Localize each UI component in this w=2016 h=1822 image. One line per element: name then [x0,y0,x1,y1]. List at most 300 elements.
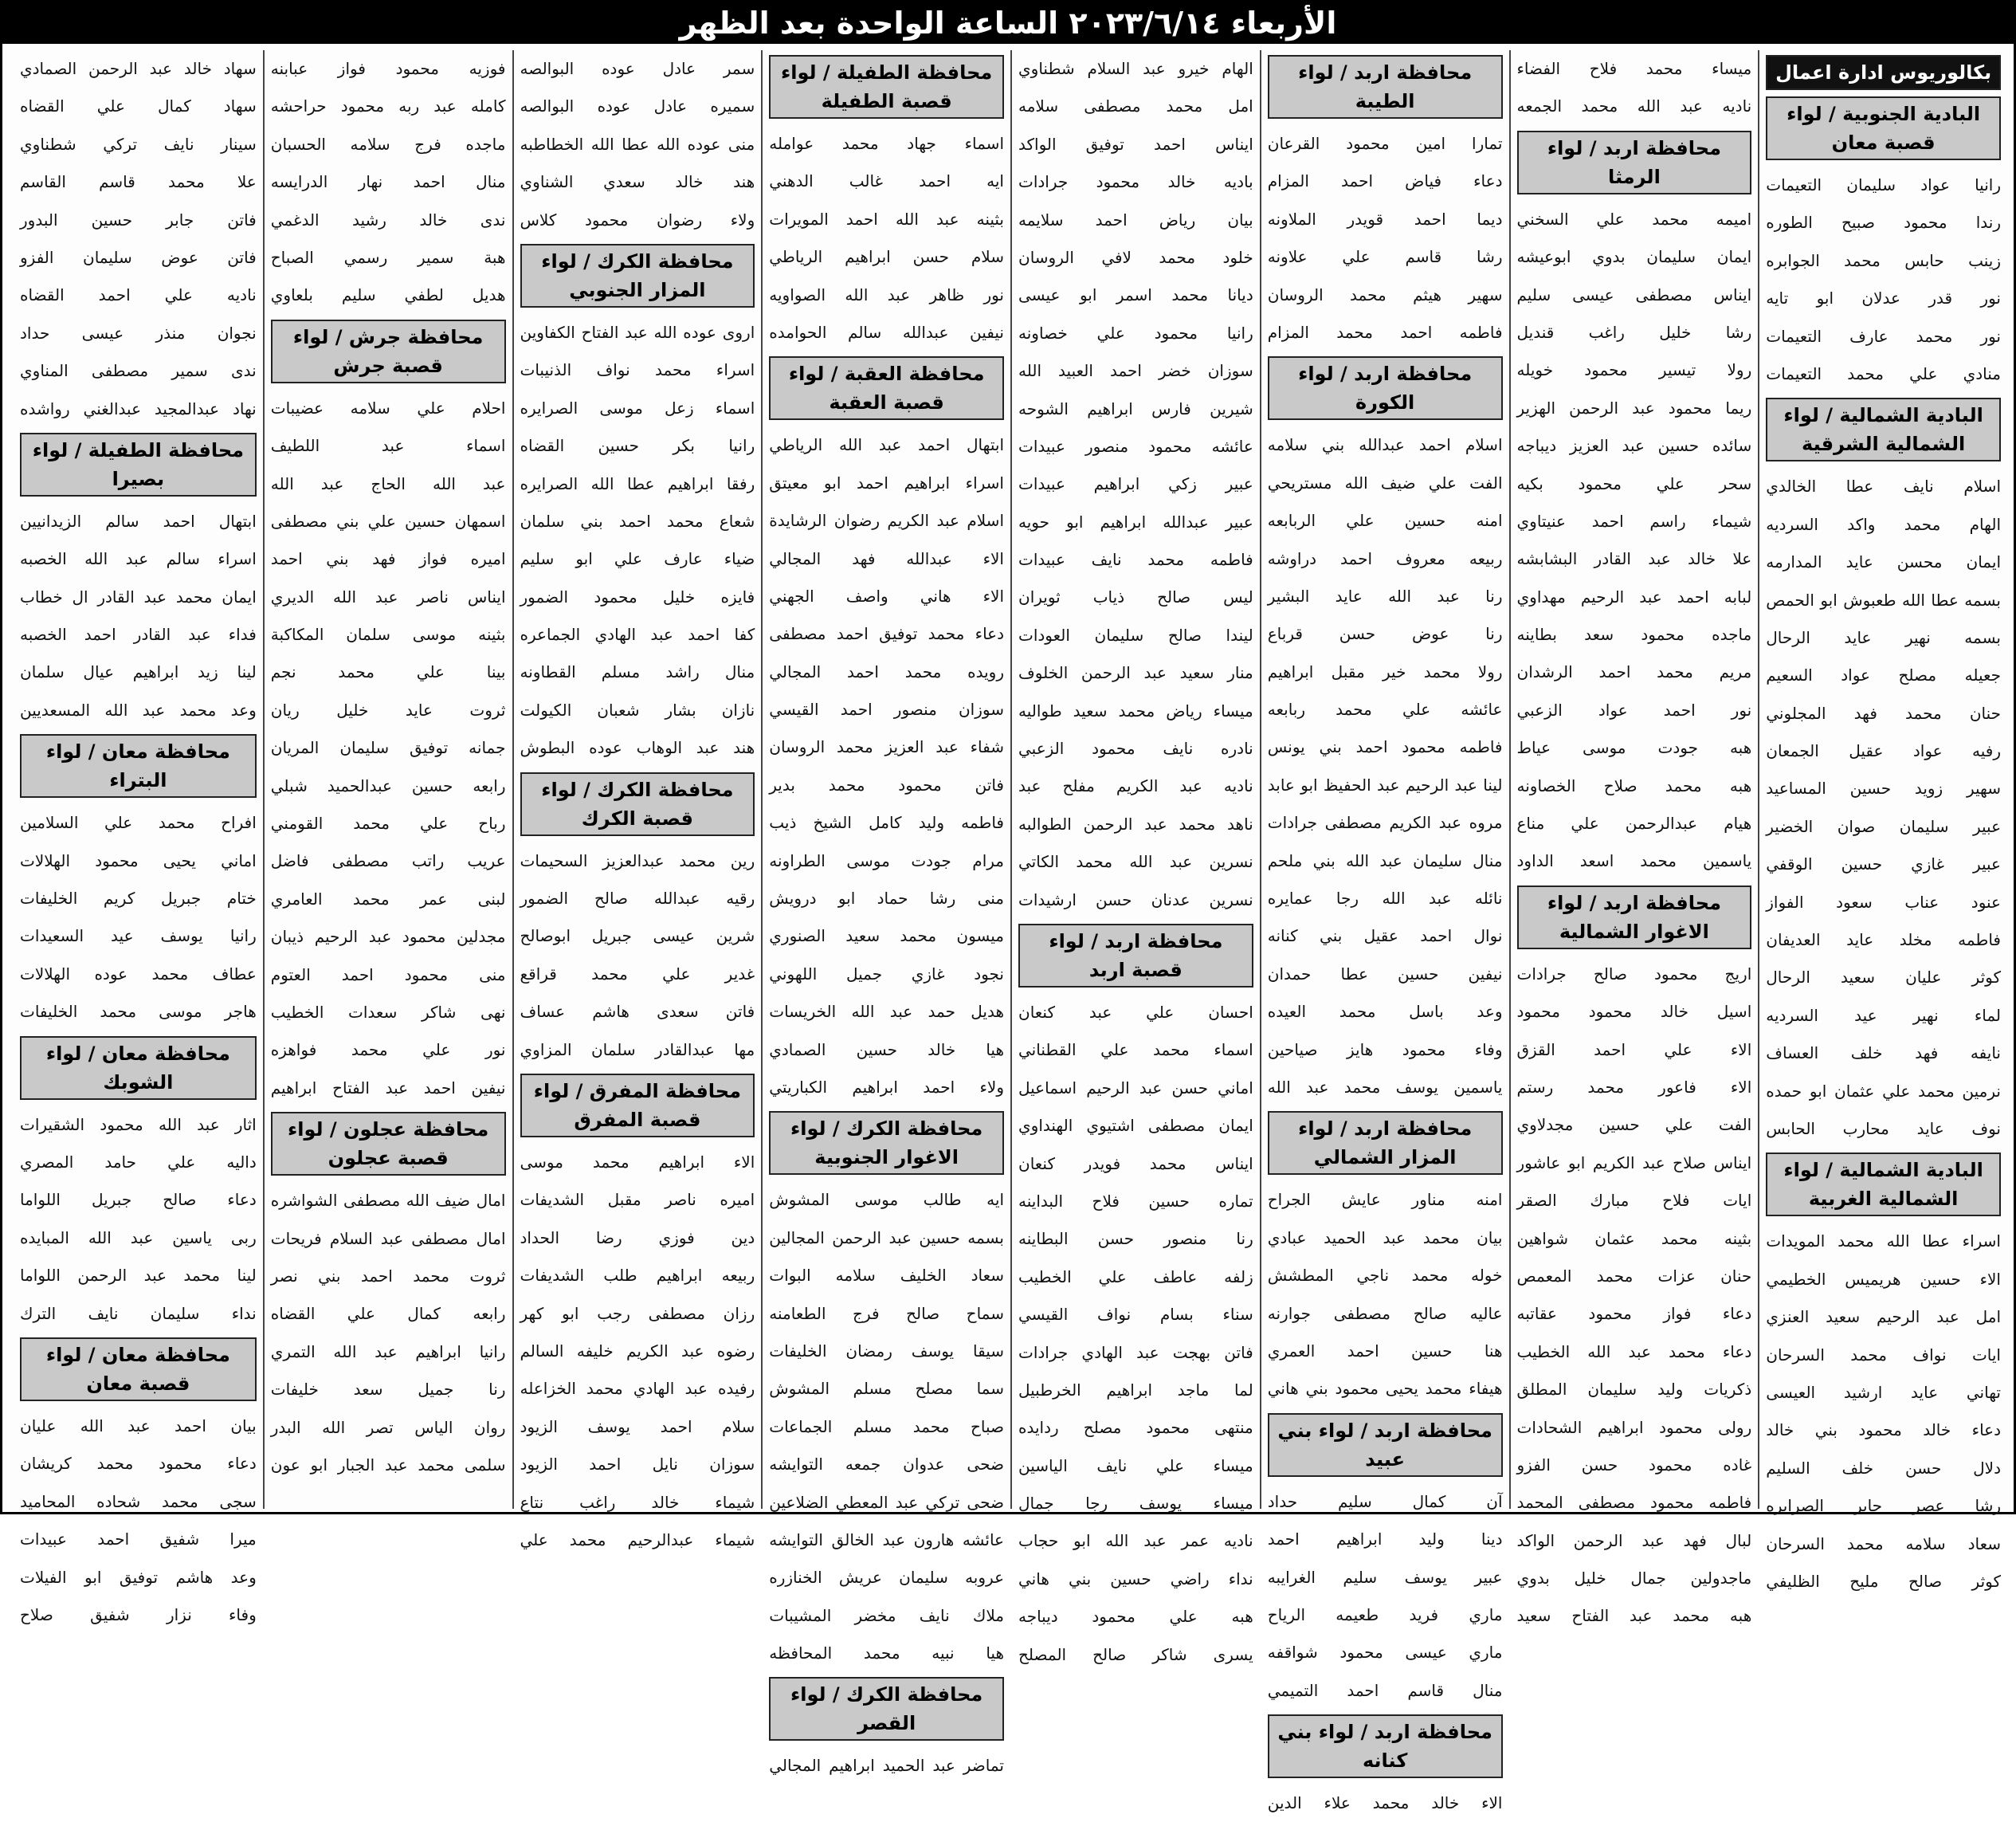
section-header: محافظة الطفيلة / لواء بصيرا [20,433,257,497]
name-entry: رابعه كمال علي القضاه [270,1304,506,1324]
name-entry: ياسمين محمد اسعد الداود [1516,851,1752,871]
name-entry: بسمه عطا الله طعبوش ابو الحمص [1766,590,2001,610]
name-entry: دينا وليد ابراهيم احمد [1267,1529,1503,1549]
name-entry: سهير زويد حسين المساعيد [1766,779,2001,799]
name-entry: فاتن عوض سليمان الفزو [20,247,257,267]
name-entry: ايمان محمد عبد القادر ال خطاب [20,587,257,607]
name-entry: هيام عبدالرحمن علي مناع [1516,814,1752,834]
name-entry: سميره عادل عوده البوالصه [520,96,755,116]
name-entry: ضياء عارف علي ابو سليم [520,549,755,569]
name-entry: جمانه توفيق سليمان المريان [270,738,506,758]
name-entry: نداء سليمان نايف الترك [20,1303,257,1323]
name-entry: نيفين احمد عبد الفتاح ابراهيم [270,1078,506,1098]
name-entry: دعاء محمد توفيق احمد مصطفى [769,624,1004,644]
name-entry: لما ماجد ابراهيم الخرطبيل [1018,1380,1253,1400]
name-entry: الاء ابراهيم محمد موسى [520,1152,755,1172]
name-entry: رولى محمود ابراهيم الشحادات [1516,1417,1752,1437]
name-entry: اماني حسن عبد الرحيم اسماعيل [1018,1078,1253,1098]
column-3 [1260,50,1509,1813]
name-entry: فاطمه محمود احمد بني يونس [1267,737,1503,757]
name-entry: مروه عبد الكريم مصطفى جرادات [1267,813,1503,833]
name-entry: ناهد محمد عبد الرحمن الطوالبه [1018,814,1253,834]
name-entry: ناديه عبد الكريم مفلح عبد [1018,776,1253,796]
section-header: البادية الجنوبية / لواء قصبة معان [1766,96,2001,160]
name-entry: سهاد خالد عبد الرحمن الصمادي [20,59,257,78]
name-entry: غدير علي محمد قراقع [520,964,755,984]
name-entry: منال قاسم احمد التميمي [1267,1680,1503,1700]
name-entry: اثار عبد الله محمود الشقيرات [20,1114,257,1134]
name-entry: دعاء فواز محمود عقاتبه [1516,1304,1752,1324]
name-entry: امنه مناور عايش الجراح [1267,1190,1503,1210]
name-entry: ايه طالب موسى المشوش [769,1190,1004,1210]
name-entry: وفاء نزار شفيق صلاح [20,1604,257,1624]
name-entry: اسلام عبد الكريم رضوان الرشايدة [769,511,1004,531]
name-entry: الاء عبدالله فهد المجالي [769,548,1004,568]
section-header: محافظة اربد / لواء المزار الشمالي [1268,1111,1503,1175]
name-entry: رولا محمد خير مقبل ابراهيم [1267,662,1503,681]
name-entry: تماضر عبد الحميد ابراهيم المجالي [769,1756,1004,1776]
section-header: محافظة معان / لواء قصبة معان [20,1337,257,1401]
column-6 [512,50,762,1549]
name-entry: امال مصطفى عبد السلام فريحات [270,1228,506,1248]
name-entry: ربيعه معروف احمد دراوشه [1267,548,1503,568]
name-entry: ذكريات وليد سليمان المطلق [1516,1380,1752,1400]
name-entry: نازان بشار شعبان الكيولت [520,700,755,720]
name-entry: بثينه عبد الله احمد المويرات [769,209,1004,229]
name-entry: شعاع محمد احمد بني سلمان [520,511,755,531]
name-entry: فوزيه محمود فواز عبابنه [270,59,506,78]
section-header: محافظة اربد / لواء الطيبة [1268,55,1503,119]
name-entry: هاجر موسى محمد الخليفات [20,1002,257,1022]
name-entry: سيقا يوسف رمضان الخليفات [769,1341,1004,1361]
name-entry: سماح صالح فرج الطعامنه [769,1303,1004,1323]
name-entry: دعاء صالح جبريل اللواما [20,1190,257,1210]
name-entry: سحر علي محمود بكيه [1516,473,1752,493]
name-entry: رانيا محمود علي خصاونه [1018,323,1253,343]
name-entry: رويده محمد احمد المجالي [769,662,1004,681]
name-entry: حنان عزات محمد المعمص [1516,1266,1752,1286]
name-entry: سجى محمد شحاده المحاميد [20,1491,257,1511]
name-entry: نهاد عبدالمجيد عبدالغني رواشده [20,399,257,418]
name-entry: ديانا محمد اسمر ابو عيسى [1018,285,1253,305]
name-entry: سما مصلح مسلم المشوش [769,1379,1004,1399]
name-entry: عطاف محمد عوده الهلالات [20,964,257,984]
section-header: محافظة جرش / لواء قصبة جرش [271,320,506,383]
name-entry: الهام خيرو عبد السلام شطناوي [1018,59,1253,78]
name-entry: هنا حسين احمد العمري [1267,1341,1503,1361]
name-entry: اسلام احمد عبدالله بني سلامه [1267,435,1503,455]
name-entry: رشا عصر جابر الصرايره [1766,1496,2001,1516]
name-entry: كفا احمد عبد الهادي الجماعره [520,625,755,645]
name-entry: بيان محمد عبد الحميد عبادي [1267,1227,1503,1247]
name-entry: سوزان خضر احمد العبيد الله [1018,361,1253,381]
name-entry: اميمه محمد علي السخني [1516,209,1752,229]
name-entry: رابعه حسين عبدالحميد شبلي [270,776,506,795]
name-entry: هند عبد الوهاب عوده البطوش [520,738,755,758]
name-entry: سائده حسين عبد العزيز ديباجه [1516,436,1752,456]
name-entry: سلام احمد يوسف الزيود [520,1416,755,1436]
name-entry: بسمه نهير عايد الرحال [1766,627,2001,647]
name-entry: عريب راتب مصطفى فاضل [270,851,506,871]
name-entry: اسماء عبد اللطيف [270,436,506,456]
name-entry: لماء نهير عيد السرديه [1766,1005,2001,1025]
name-entry: رنا منصور حسن البطاينه [1018,1229,1253,1249]
name-entry: سعاد سلامه محمد السرحان [1766,1533,2001,1553]
name-entry: رنا جميل سعد خليفات [270,1380,506,1400]
name-entry: تهاني عايد ارشيد العيسى [1766,1382,2001,1402]
section-header: البادية الشمالية / لواء الشمالية الشرقية [1766,398,2001,461]
name-entry: لبنى عمر محمد العامري [270,889,506,909]
section-header: محافظة المفرق / لواء قصبة المفرق [520,1074,755,1137]
name-entry: ايناس محمد فويدر كنعان [1018,1153,1253,1173]
name-entry: فداء عبد القادر احمد الخصبه [20,625,257,645]
name-entry: ابتهال احمد عبد الله الرياطي [769,435,1004,455]
name-entry: فايزه خليل محمود الضمور [520,587,755,607]
name-entry: نور محمد عارف التعيمات [1766,326,2001,346]
name-entry: رندا محمود صبيح الطوره [1766,213,2001,233]
name-entry: نهى شاكر سعدات الخطيب [270,1002,506,1022]
name-entry: رفيده عبد الهادي محمد الخزاعله [520,1379,755,1399]
name-entry: رشا قاسم علي علاونه [1267,247,1503,267]
column-5 [761,50,1010,1776]
name-entry: شيماء عبدالرحيم محمد علي [520,1529,755,1549]
name-entry: بسمه حسين عبد الرحمن المجالين [769,1227,1004,1247]
column-7 [263,50,512,1509]
name-entry: دعاء محمود محمد كريشان [20,1454,257,1474]
name-entry: بينا علي محمد نجم [270,662,506,682]
section-header: محافظة اربد / لواء قصبة اربد [1018,924,1253,988]
name-entry: الاء علي احمد القزق [1516,1039,1752,1059]
name-entry: اسمهان حسين علي بني مصطفى [270,511,506,531]
name-entry: ماجده فرج سلامه الحسبان [270,134,506,154]
name-entry: اسراء عطا الله محمد المويدات [1766,1231,2001,1251]
name-entry: ناديه عبد الله محمد الجمعه [1516,96,1752,116]
name-entry: ربيعه ابراهيم طلب الشديفات [520,1266,755,1286]
name-entry: هيفاء محمد يحيى محمود بني هاني [1267,1379,1503,1399]
name-entry: سناء بسام نواف القيسي [1018,1305,1253,1325]
section-header: محافظة العقبة / لواء قصبة العقبة [769,356,1004,420]
name-entry: نيفين حسين عطا حمدان [1267,964,1503,984]
name-entry: خلود محمد لافي الروسان [1018,247,1253,267]
name-entry: هبه جودت موسى عياط [1516,738,1752,758]
name-entry: لبابه احمد عبد الرحيم مهداوي [1516,587,1752,607]
name-entry: ثروت محمد احمد بني نصر [270,1266,506,1286]
name-entry: نادره نايف محمود الزعبي [1018,739,1253,759]
section-header: محافظة الكرك / لواء الاغوار الجنوبية [769,1111,1004,1175]
name-entry: اريج محمود صالح جرادات [1516,964,1752,984]
name-entry: لبال فهد عبد الرحمن الواكد [1516,1530,1752,1550]
name-entry: جعيله مصلح عواد السعيم [1766,666,2001,685]
name-entry: هند خالد سعدي الشناوي [520,172,755,192]
section-header: محافظة الكرك / لواء المزار الجنوبي [520,244,755,308]
name-entry: دعاء محمد عبد الله الخطيب [1516,1341,1752,1361]
name-entry: وعد باسل محمد العيده [1267,1002,1503,1022]
name-entry: نسرين عبد الله محمد الكاتي [1018,852,1253,872]
name-entry: نوال احمد عقيل بني كنانه [1267,926,1503,946]
name-entry: علا محمد قاسم القاسم [20,172,257,192]
name-entry: زينب حابس محمد الجوابره [1766,250,2001,270]
name-entry: نجود غازي جميل اللهوني [769,964,1004,984]
name-entry: نسرين عدنان حسن ارشيدات [1018,889,1253,909]
name-entry: آن كمال سليم حداد [1267,1491,1503,1511]
name-entry: اسراء ابراهيم احمد ابو معيتق [769,473,1004,493]
section-header: محافظة الطفيلة / لواء قصبة الطفيلة [769,55,1004,119]
section-header: البادية الشمالية / لواء الشمالية الغربية [1766,1152,2001,1216]
name-entry: منى رشا حماد ابو درويش [769,889,1004,909]
name-entry: ميساء علي نايف الياسين [1018,1455,1253,1475]
name-entry: عبير يوسف سليم الغرايبه [1267,1567,1503,1587]
name-entry: دعاء خالد محمود بني خالد [1766,1420,2001,1440]
name-entry: منار سعيد عبد الرحمن الخلوف [1018,663,1253,683]
name-entry: بيان رياض احمد سلايمه [1018,210,1253,230]
name-entry: ايناس ناصر عبد الله الديري [270,587,506,607]
name-entry: صباح محمد مسلم الجماعات [769,1416,1004,1436]
name-entry: اسلام نايف عطا الخالدي [1766,477,2001,497]
name-entry: لينا محمد عبد الرحمن اللواما [20,1266,257,1286]
name-entry: ماري فريد طعيمه الرياح [1267,1604,1503,1624]
name-entry: وعد هاشم توفيق ابو الفيلات [20,1567,257,1587]
name-entry: منال سليمان عبد الله بني ملحم [1267,850,1503,870]
name-entry: رشا خليل راغب قنديل [1516,322,1752,342]
name-entry: ياسمين يوسف محمد عبد الله [1267,1077,1503,1097]
name-entry: اسماء زعل موسى الصرايره [520,398,755,418]
name-entry: سلمى محمد عبد الجبار ابو عون [270,1455,506,1474]
name-entry: امنه حسين علي الربابعه [1267,511,1503,531]
name-entry: فاتن سعدى هاشم عساف [520,1002,755,1022]
section-header: بكالوريوس ادارة اعمال [1766,55,2001,90]
name-entry: عروبه سليمان عريش الخنازره [769,1568,1004,1588]
name-entry: رفقا ابراهيم عطا الله الصرايره [520,473,755,493]
name-entry: رفيه عواد عقيل الجمعان [1766,741,2001,761]
name-entry: عاليه صالح مصطفى جوارنه [1267,1303,1503,1323]
section-header: محافظة الكرك / لواء القصر [769,1677,1004,1741]
name-entry: هبه محمد عبد الفتاح سعيد [1516,1606,1752,1626]
name-entry: عبير عبدالله ابراهيم ابو حويه [1018,512,1253,532]
name-entry: هديل حمد عبد الله الخريسات [769,1002,1004,1022]
name-entry: رقيه عبدالله صالح الضمور [520,889,755,909]
name-entry: ميساء محمد فلاح الفضاء [1516,59,1752,78]
name-entry: سوزان منصور احمد القيسي [769,700,1004,720]
name-entry: سمر عادل عوده البوالصه [520,59,755,78]
name-entry: اميره ناصر مقبل الشديفات [520,1190,755,1210]
name-entry: ندى خالد رشيد الدغمي [270,210,506,230]
name-entry: منتهى محمود مصلح ردايده [1018,1418,1253,1438]
name-entry: الفت علي حسين مجدلاوي [1516,1115,1752,1135]
name-entry: فاتن محمود محمد بدير [769,775,1004,795]
name-entry: ريما محمود عبد الرحمن الهزير [1516,398,1752,418]
name-entry: بثينه موسى سلمان المكاكبة [270,625,506,645]
name-entry: خوله محمد ناجي المطشش [1267,1266,1503,1286]
name-entry: ايات نواف محمد السرحان [1766,1345,2001,1365]
name-entry: سهاد كمال علي القضاه [20,96,257,116]
name-entry: دعاء فياض احمد المزام [1267,171,1503,191]
name-entry: امال ضيف الله مصطفى الشواشره [270,1191,506,1211]
date-banner: الأربعاء ٢٠٢٣/٦/١٤ الساعة الواحدة بعد الظهر [2,2,2014,44]
name-entry: نور علي محمد فواهزه [270,1040,506,1060]
name-entry: الاء حسين هريميس الخطيمي [1766,1269,2001,1289]
name-entry: ليس صالح ذياب ثويران [1018,587,1253,607]
name-entry: فاطمه مخلد عايد العديفان [1766,930,2001,950]
name-entry: فاطمه احمد محمد المزام [1267,322,1503,342]
section-header: محافظة اربد / لواء الرمثا [1517,131,1752,194]
name-entry: سوزان نايل احمد الزيود [520,1455,755,1474]
name-entry: كامله عبد ربه محمود حراحشه [270,96,506,116]
name-entry: الهام محمد واكد السرديه [1766,514,2001,534]
name-entry: سينار نايف تركي شطناوي [20,134,257,154]
name-entry: افراح محمد علي السلامين [20,813,257,833]
name-entry: نايفه فهد خلف العساف [1766,1043,2001,1063]
name-entry: ليندا صالح سليمان العودات [1018,625,1253,645]
name-entry: الاء هاني واصف الجهني [769,586,1004,606]
name-entry: نداء راضي حسين بني هاني [1018,1569,1253,1588]
name-entry: امل عبد الرحيم سعيد العنزي [1766,1307,2001,1327]
name-entry: وعد محمد عبد الله المسعديين [20,700,257,720]
name-entry: ايناس مصطفى عيسى سليم [1516,285,1752,304]
name-entry: هيا خالد حسين الصمادي [769,1039,1004,1059]
section-header: محافظة الكرك / لواء قصبة الكرك [520,772,755,836]
name-entry: رزان مصطفى رجب ابو كهر [520,1303,755,1323]
name-entry: ايناس احمد توفيق الواكد [1018,134,1253,154]
name-entry: شيرين فارس ابراهيم الشوحه [1018,399,1253,418]
name-entry: رانيا بكر حسين القضاه [520,436,755,456]
name-entry: اميره فواز فهد بني احمد [270,549,506,569]
name-entry: سلام حسن ابراهيم الرياطي [769,247,1004,267]
section-header: محافظة اربد / لواء الاغوار الشمالية [1517,885,1752,949]
section-header: محافظة اربد / لواء بني عبيد [1268,1413,1503,1477]
name-entry: داليه علي حامد المصري [20,1152,257,1172]
name-entry: عبد الله الحاج عبد الله [270,473,506,493]
column-1 [1758,50,2007,1591]
name-entry: عبير زكي ابراهيم عبيدات [1018,474,1253,494]
name-entry: عائشه علي محمد ربابعه [1267,700,1503,720]
name-entry: احلام علي سلامه عضيبات [270,398,506,418]
name-entry: احسان علي عبد كنعان [1018,1002,1253,1022]
name-entry: شفاء عبد العزيز محمد الروسان [769,737,1004,757]
name-entry: عنود عناب سعود الفواز [1766,892,2001,912]
name-entry: اسماء محمد علي القطناني [1018,1040,1253,1060]
name-entry: نور قدر عدلان ابو تايه [1766,289,2001,308]
name-entry: رضوه عبد الكريم خليفه السالم [520,1341,755,1361]
name-entry: عائشه محمود منصور عبيدات [1018,436,1253,456]
section-header: محافظة عجلون / لواء قصبة عجلون [271,1112,506,1176]
name-entry: منى محمود احمد العتوم [270,964,506,984]
name-entry: كوثر صالح مليح الظليفي [1766,1571,2001,1591]
name-entry: يسرى شاكر صالح المصلح [1018,1644,1253,1664]
name-entry: ايمان مصطفى اشتيوي الهنداوي [1018,1116,1253,1136]
name-entry: باديه خالد محمود جرادات [1018,172,1253,192]
name-entry: هبه علي محمود ديباجه [1018,1607,1253,1627]
name-entry: روان الياس تصر الله البدر [270,1417,506,1437]
name-entry: شيماء خالد راغب نتاع [520,1492,755,1512]
name-entry: رانيا عواد سليمان التعيمات [1766,175,2001,194]
name-entry: ربى ياسين عبد الله المبايده [20,1227,257,1247]
name-entry: منادي علي محمد التعيمات [1766,363,2001,383]
name-entry: سعاد الخليف سلامه البوات [769,1266,1004,1286]
name-entry: اماني يحيى محمود الهلالات [20,850,257,870]
name-entry: الاء خالد محمد علاء الدين [1267,1793,1503,1813]
name-entry: لينا عبد الرحيم عبد الحفيظ ابو عابد [1267,775,1503,795]
name-entry: ندى سمير مصطفى المناوي [20,361,257,381]
name-entry: ثروت عايد خليل ريان [270,700,506,720]
name-entry: عبير غازي حسين الوقفي [1766,854,2001,874]
name-entry: مها عبدالقادر سلمان المزاوي [520,1039,755,1059]
name-entry: منال راشد مسلم القطاونه [520,662,755,682]
name-entry: رين محمد عبدالعزيز السحيمات [520,850,755,870]
name-entry: نور ظاهر عبد الله الصواويه [769,285,1004,304]
name-entry: نور احمد عواد الزعبي [1516,700,1752,720]
section-header: محافظة معان / لواء الشوبك [20,1036,257,1100]
name-entry: نرمين محمد علي عثمان ابو حمده [1766,1081,2001,1101]
name-entry: هبة سمير رسمي الصباح [270,247,506,267]
name-entry: امل محمد مصطفى سلامه [1018,96,1253,116]
name-entry: ولاء احمد ابراهيم الكباريتي [769,1077,1004,1097]
name-entry: الفت علي ضيف الله مستريحي [1267,473,1503,493]
name-entry: تمارا امين محمود القرعان [1267,134,1503,153]
section-header: محافظة معان / لواء البتراء [20,734,257,798]
section-header: محافظة اربد / لواء الكورة [1268,356,1503,420]
name-entry: ايمان سليمان بدوي ابوعيشه [1516,247,1752,267]
name-entry: ايمان محسن عايد المدارمه [1766,552,2001,572]
name-entry: شيماء راسم احمد عنيتاوي [1516,511,1752,531]
name-entry: ايات فلاح مبارك الصقر [1516,1191,1752,1211]
name-entry: ميرا شفيق احمد عبيدات [20,1529,257,1549]
name-entry: ديما احمد قويدر الملاونه [1267,209,1503,229]
name-entry: ناديه عمر عبد الله ابو حجاب [1018,1531,1253,1551]
name-entry: رنا عوض حسن قرباع [1267,624,1503,644]
name-entry: هبه محمد صلاح الخصاونه [1516,776,1752,795]
name-entry: فاطمه وليد كامل الشيخ ذيب [769,813,1004,833]
name-entry: ايناس صلاح عبد الكريم ابو عاشور [1516,1152,1752,1172]
name-entry: نجوان منذر عيسى حداد [20,323,257,343]
name-entry: ماجده محمود سعد بطاينه [1516,625,1752,645]
name-entry: رانيا يوسف عيد السعيدات [20,926,257,946]
column-8 [14,50,263,1624]
name-entry: بيان احمد عبد الله عليان [20,1416,257,1435]
name-entry: رولا تيسير محمود خويله [1516,360,1752,380]
name-entry: لينا زيد ابراهيم عيال سلمان [20,662,257,682]
name-entry: ختام جبريل كريم الخليفات [20,889,257,909]
name-entry: دين فوزي رضا الحداد [520,1227,755,1247]
name-entry: رانيا ابراهيم عبد الله التمري [270,1341,506,1361]
column-4 [1010,50,1260,1664]
name-entry: مرام جودت موسى الطراونه [769,850,1004,870]
name-entry: اسماء جهاد محمد عوامله [769,134,1004,153]
name-entry: غاده محمود حسن الفزو [1516,1455,1752,1474]
name-list-columns [14,50,2007,1813]
name-entry: الاء فاعور محمد رستم [1516,1077,1752,1097]
name-entry: مريم محمد احمد الرشدان [1516,662,1752,682]
name-entry: نائله عبد الله رجا عمايره [1267,889,1503,909]
name-entry: ماري عيسى محمود شواقفه [1267,1643,1503,1663]
name-entry: ابتهال احمد سالم الزيدانيين [20,511,257,531]
name-entry: فاتن جابر حسين البدور [20,210,257,230]
name-entry: منال احمد نهار الدرايسه [270,172,506,192]
name-entry: ميسون محمد سعيد الصنوري [769,926,1004,946]
name-entry: ناديه علي احمد القضاه [20,285,257,305]
name-entry: وفاء محمود هايز صياحين [1267,1039,1503,1059]
name-entry: تماره حسين فلاح البداينه [1018,1191,1253,1211]
name-entry: ميساء رياض محمد سعيد طواليه [1018,701,1253,721]
name-entry: ميساء يوسف رجا جمال [1018,1494,1253,1514]
name-entry: اسراء سالم عبد الله الخصبه [20,549,257,569]
name-entry: عبير سليمان صوان الخضير [1766,816,2001,836]
name-entry: ايه احمد غالب الدهني [769,171,1004,191]
name-entry: ماجدولين جمال خليل بدوي [1516,1569,1752,1588]
name-entry: عائشه هارون عبد الخالق التوايشه [769,1529,1004,1549]
name-entry: هيا نبيه محمد المحافظه [769,1643,1004,1663]
name-entry: نيفين عبدالله سالم الحوامده [769,322,1004,342]
name-entry: ضحى تركي عبد المعطي الضلاعين [769,1492,1004,1512]
